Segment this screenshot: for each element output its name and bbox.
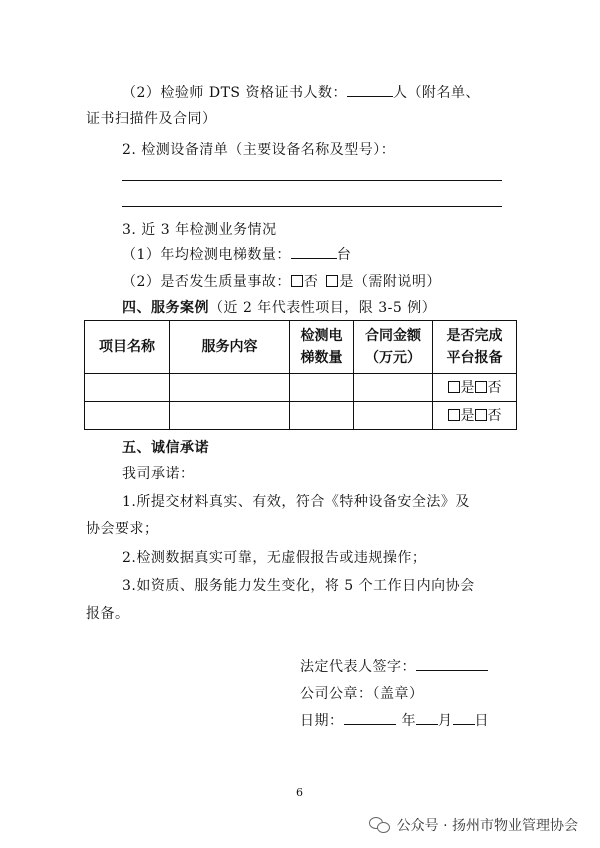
date-year-blank[interactable] bbox=[344, 710, 396, 725]
dts-count-blank[interactable] bbox=[347, 82, 393, 97]
quality-incident-label: （2）是否发生质量事故： bbox=[122, 274, 291, 290]
cell-service-content[interactable] bbox=[170, 374, 290, 402]
dts-count-suffix: 人（附名单、 bbox=[392, 85, 480, 101]
footer-text: 公众号 · 扬州市物业管理协会 bbox=[396, 818, 578, 834]
cell-project-name[interactable] bbox=[85, 374, 170, 402]
commitment-3-line2: 报备。 bbox=[86, 606, 130, 622]
cell-platform-report: 是 否 bbox=[433, 402, 517, 430]
service-cases-heading bbox=[122, 297, 436, 317]
col-service-content: 服务内容 bbox=[170, 321, 290, 374]
commitment-3-line1: 3.如资质、服务能力发生变化，将 5 个工作日内向协会 bbox=[122, 578, 475, 594]
avg-elevator-unit: 台 bbox=[336, 247, 352, 263]
service-cases-note: （近 2 年代表性项目，限 3-5 例） bbox=[209, 300, 437, 316]
dts-count-line bbox=[122, 82, 480, 102]
commitment-1-line2: 协会要求； bbox=[86, 521, 159, 537]
avg-elevator-line bbox=[122, 244, 351, 264]
equipment-list-title: 2. 检测设备清单（主要设备名称及型号）： bbox=[122, 142, 396, 158]
integrity-title: 五、诚信承诺 bbox=[122, 440, 209, 456]
date-year-label: 年 bbox=[401, 713, 416, 729]
wechat-icon bbox=[369, 817, 391, 833]
date-label: 日期： bbox=[300, 713, 344, 729]
legal-rep-signature-line bbox=[300, 656, 488, 676]
cell-elevator-count[interactable] bbox=[290, 402, 354, 430]
cell-contract-amount[interactable] bbox=[354, 374, 433, 402]
report-yes-checkbox[interactable] bbox=[448, 381, 460, 393]
col-platform-report: 是否完成 平台报备 bbox=[433, 321, 517, 374]
commitment-1-line1: 1.所提交材料真实、有效，符合《特种设备安全法》及 bbox=[122, 494, 470, 510]
col-project-name: 项目名称 bbox=[85, 321, 170, 374]
table-header-row bbox=[85, 321, 517, 374]
table-row bbox=[85, 402, 517, 430]
col-elevator-count: 检测电 梯数量 bbox=[290, 321, 354, 374]
legal-rep-label: 法定代表人签字： bbox=[300, 659, 416, 675]
date-line bbox=[300, 710, 489, 730]
equipment-blank-line-2[interactable] bbox=[122, 206, 502, 207]
service-cases-title: 四、服务案例 bbox=[122, 300, 209, 316]
watermark-footer bbox=[369, 815, 578, 835]
report-no-checkbox[interactable] bbox=[475, 409, 487, 421]
integrity-intro: 我司承诺： bbox=[122, 466, 195, 482]
business-title: 3. 近 3 年检测业务情况 bbox=[122, 222, 277, 238]
page-number: 6 bbox=[296, 786, 303, 799]
date-month-blank[interactable] bbox=[416, 710, 438, 725]
service-cases-table bbox=[84, 320, 517, 430]
date-day-blank[interactable] bbox=[453, 710, 475, 725]
cell-service-content[interactable] bbox=[170, 402, 290, 430]
avg-elevator-label: （1）年均检测电梯数量： bbox=[122, 247, 291, 263]
cell-project-name[interactable] bbox=[85, 402, 170, 430]
equipment-blank-line-1[interactable] bbox=[122, 180, 502, 181]
legal-rep-signature-blank[interactable] bbox=[416, 656, 488, 671]
cell-contract-amount[interactable] bbox=[354, 402, 433, 430]
table-row bbox=[85, 374, 517, 402]
report-no-checkbox[interactable] bbox=[475, 381, 487, 393]
cell-elevator-count[interactable] bbox=[290, 374, 354, 402]
avg-elevator-blank[interactable] bbox=[291, 244, 337, 259]
quality-incident-line bbox=[122, 271, 441, 291]
col-contract-amount: 合同金额 （万元） bbox=[354, 321, 433, 374]
commitment-2: 2.检测数据真实可靠，无虚假报告或违规操作； bbox=[122, 550, 427, 566]
dts-count-label: （2）检验师 DTS 资格证书人数： bbox=[122, 85, 347, 101]
incident-yes-label: 是（需附说明） bbox=[339, 274, 441, 290]
company-seal-line: 公司公章：（盖章） bbox=[300, 686, 424, 702]
dts-count-cont: 证书扫描件及合同） bbox=[86, 111, 217, 127]
incident-yes-checkbox[interactable] bbox=[326, 275, 338, 287]
incident-no-checkbox[interactable] bbox=[291, 275, 303, 287]
report-yes-checkbox[interactable] bbox=[448, 409, 460, 421]
incident-no-label: 否 bbox=[303, 274, 319, 290]
date-month-label: 月 bbox=[438, 713, 453, 729]
cell-platform-report: 是 否 bbox=[433, 374, 517, 402]
date-day-label: 日 bbox=[474, 713, 489, 729]
